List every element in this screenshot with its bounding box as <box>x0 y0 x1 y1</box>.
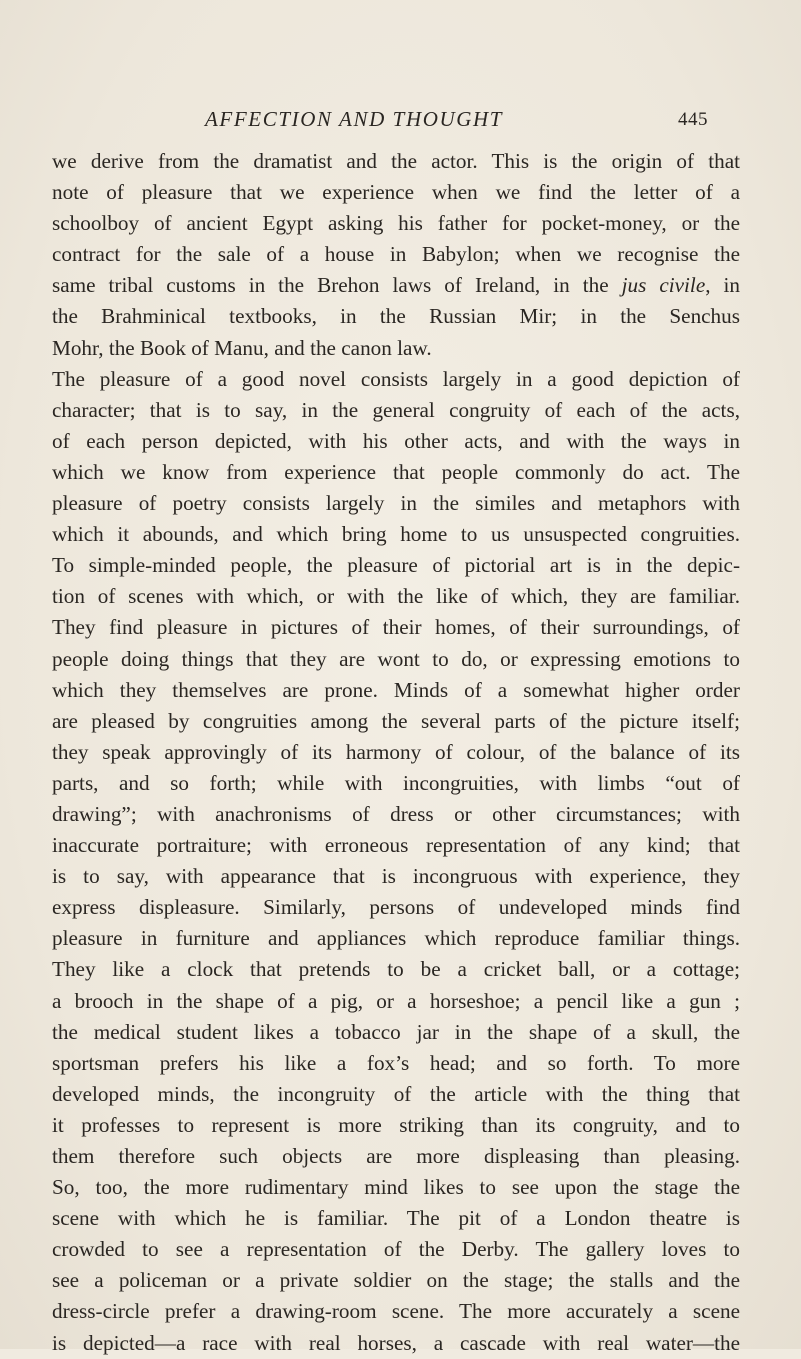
text-line: They like a clock that pretends to be a cricket ball, or a cottage; <box>52 957 740 982</box>
text-line: is depicted—a race with real horses, a cascade with real water—the <box>52 1330 740 1355</box>
text-line: So, too, the more rudimentary mind likes to see upon the stage the <box>52 1175 740 1200</box>
text-line: they speak approvingly of its harmony of colour, of the balance of its <box>52 739 740 764</box>
text-line: contract for the sale of a house in Babylon; when we recognise the <box>52 242 740 267</box>
text-line: parts, and so forth; while with incongruities, with limbs “out of <box>52 770 740 795</box>
text-line: which they themselves are prone. Minds of a somewhat higher order <box>52 677 740 702</box>
body-text <box>52 146 740 1359</box>
text-line: dress-circle prefer a drawing-room scene. The more accurately a scene <box>52 1299 740 1324</box>
text-line: To simple-minded people, the pleasure of pictorial art is in the depic- <box>52 553 740 578</box>
text-line-with-italic <box>52 270 740 301</box>
text-line: character; that is to say, in the general congruity of each of the acts, <box>52 397 740 422</box>
text-line: They find pleasure in pictures of their homes, of their surroundings, of <box>52 615 740 640</box>
text-line: crowded to see a representation of the Derby. The gallery loves to <box>52 1237 740 1262</box>
text-line: The pleasure of a good novel consists largely in a good depiction of <box>52 366 740 391</box>
text-line: we derive from the dramatist and the actor. This is the origin of that <box>52 149 740 173</box>
text-line: sportsman prefers his like a fox’s head; and so forth. To more <box>52 1050 740 1075</box>
text-line: schoolboy of ancient Egypt asking his father for pocket-money, or the <box>52 211 740 236</box>
text-line: them therefore such objects are more displeasing than pleasing. <box>52 1144 740 1168</box>
text-line: drawing”; with anachronisms of dress or other circumstances; with <box>52 801 740 826</box>
text-line: which it abounds, and which bring home to us unsuspected congruities. <box>52 522 740 547</box>
text-line: Mohr, the Book of Manu, and the canon law. <box>52 335 432 360</box>
text-line: developed minds, the incongruity of the article with the thing that <box>52 1081 740 1106</box>
running-title: AFFECTION AND THOUGHT <box>205 107 504 131</box>
text-line-start: same tribal customs in the Brehon laws of Ireland, in the <box>52 273 609 298</box>
text-line: are pleased by congruities among the several parts of the picture itself; <box>52 708 740 733</box>
running-head <box>0 99 801 139</box>
text-line: inaccurate portraiture; with erroneous representation of any kind; that <box>52 833 740 858</box>
text-line: pleasure of poetry consists largely in the similes and metaphors with <box>52 491 740 516</box>
page-number: 445 <box>678 109 708 130</box>
text-line: see a policeman or a private soldier on the stage; the stalls and the <box>52 1268 740 1293</box>
text-line: it professes to represent is more striking than its congruity, and to <box>52 1112 740 1137</box>
text-line: express displeasure. Similarly, persons of undeveloped minds find <box>52 895 740 920</box>
text-line: tion of scenes with which, or with the like of which, they are familiar. <box>52 584 740 609</box>
text-line: people doing things that they are wont to do, or expressing emotions to <box>52 646 740 671</box>
text-line: note of pleasure that we experience when we find the letter of a <box>52 180 740 205</box>
text-line: is to say, with appearance that is incongruous with experience, they <box>52 864 740 889</box>
text-line: pleasure in furniture and appliances which reproduce familiar things. <box>52 926 740 951</box>
text-line: scene with which he is familiar. The pit of a London theatre is <box>52 1206 740 1231</box>
text-line-tail: , in <box>705 273 741 298</box>
text-line: the medical student likes a tobacco jar in the shape of a skull, the <box>52 1019 740 1044</box>
text-line: the Brahminical textbooks, in the Russian Mir; in the Senchus <box>52 304 740 329</box>
text-line: of each person depicted, with his other acts, and with the ways in <box>52 428 740 453</box>
text-line: which we know from experience that people commonly do act. The <box>52 459 740 484</box>
text-line: a brooch in the shape of a pig, or a horseshoe; a pencil like a gun ; <box>52 988 740 1013</box>
italic-phrase: jus civile <box>621 273 706 298</box>
